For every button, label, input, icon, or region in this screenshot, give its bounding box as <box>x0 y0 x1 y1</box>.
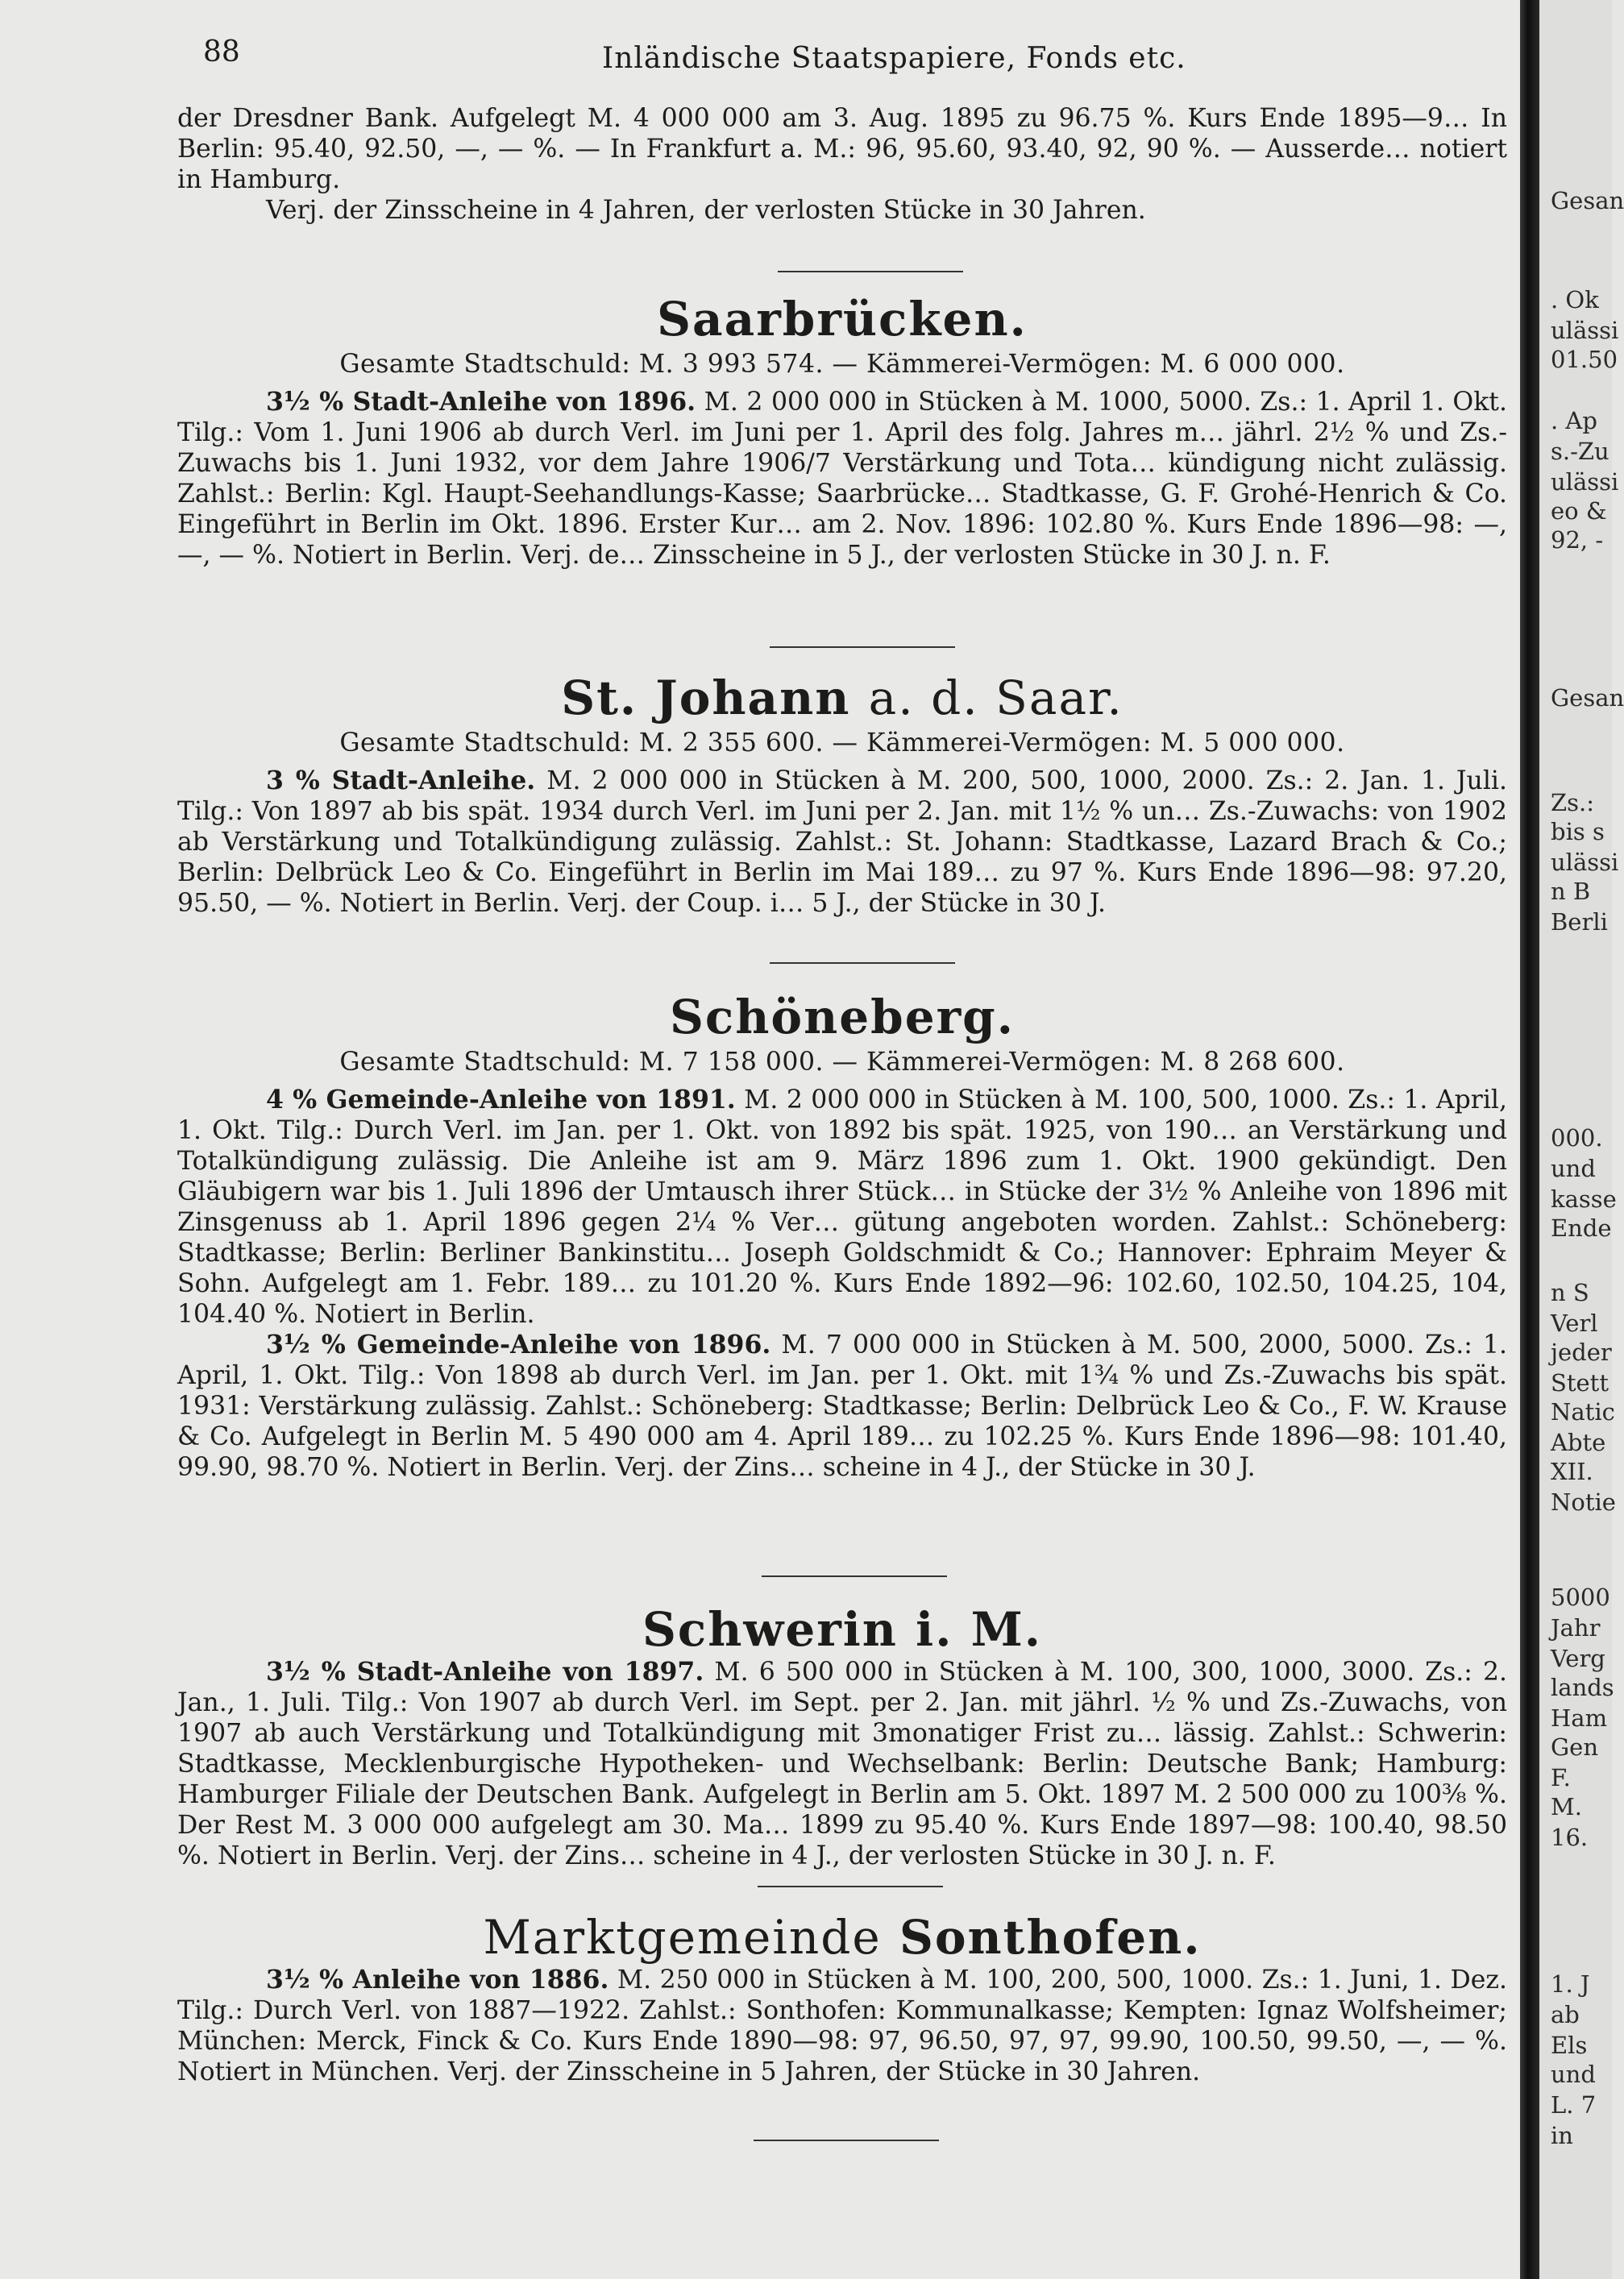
fragment-text: 92, - <box>1551 526 1604 554</box>
section-schoeneberg <box>177 990 1507 1483</box>
fragment-text: bis s <box>1551 818 1605 845</box>
fragment-text: Verl <box>1551 1310 1598 1337</box>
page-number: 88 <box>203 35 240 68</box>
fragment-text: Stett <box>1551 1369 1609 1397</box>
fragment-text: M. <box>1551 1793 1582 1820</box>
fragment-text: in <box>1551 2122 1573 2149</box>
section-title <box>177 1910 1507 1965</box>
bond-text: M. 6 500 000 in Stücken à M. 100, 300, 1000, 3000. Zs.: 2. Jan., 1. Juli. Tilg.: Von 1907 ab durch Verl. im Sept. per 2. Jan. mit jährl. ½ % und Zs.-Zuwachs, von 1907 ab auch Verstärkung und Totalkündigung mit 3monatiger Frist zu… lässig. Zahlst.: Schwerin: Stadtkasse, Mecklenburgische Hypotheken- und Wechselbank: Berlin: Deutsche Bank; Hamburg: Hamburger Filiale der Deutschen Bank. Aufgelegt in Berlin am 5. Okt. 1897 M. 2 500 000 zu 100⅜ %. Der Rest M. 3 000 000 aufgelegt am 30. Ma… 1899 zu 95.40 %. Kurs Ende 1897—98: 100.40, 98.50 %. Notiert in Berlin. Verj. der Zins… scheine in 4 J., der verlosten Stücke in 30 J. n. F. <box>177 1658 1508 1870</box>
fragment-text: und <box>1551 2061 1596 2088</box>
section-divider <box>754 2140 939 2141</box>
fragment-text: L. 7 <box>1551 2091 1597 2119</box>
bond-entry <box>177 1330 1507 1483</box>
fragment-text: 16. <box>1551 1824 1589 1851</box>
bond-title: 3½ % Gemeinde-Anleihe von 1896. <box>266 1330 771 1360</box>
bond-entry <box>177 1085 1507 1330</box>
bond-title: 4 % Gemeinde-Anleihe von 1891. <box>266 1085 736 1115</box>
section-title: Schöneberg. <box>670 990 1015 1044</box>
section-saarbruecken <box>177 292 1507 571</box>
fragment-text: Abte <box>1551 1429 1606 1456</box>
fragment-text: und <box>1551 1155 1596 1182</box>
fragment-text: . Ok <box>1551 286 1599 313</box>
fragment-text: n S <box>1551 1279 1589 1306</box>
bond-text: M. 2 000 000 in Stücken à M. 100, 500, 1000. Zs.: 1. April, 1. Okt. Tilg.: Durch Verl. im Jan. per 1. Okt. von 1892 bis spät. 1925, von 190… an Verstärkung und Totalkündigung zulässig. Die Anleihe ist am 9. März 1896 zum 1. Okt. 1900 gekündigt. Den Gläubigern war bis 1. Juli 1896 der Umtausch ihrer Stück… in Stücke der 3½ % Anleihe von 1896 mit Zinsgenuss ab 1. April 1896 gegen 2¼ % Ver… gütung angeboten worden. Zahlst.: Schöneberg: Stadtkasse; Berlin: Berliner Bankinstitu… Joseph Goldschmidt & Co.; Hannover: Ephraim Meyer & Sohn. Aufgelegt am 1. Febr. 189… zu 101.20 %. Kurs Ende 1892—96: 102.60, 102.50, 104.25, 104, 104.40 %. Notiert in Berlin. <box>177 1086 1507 1329</box>
fragment-text: Verg <box>1551 1645 1605 1672</box>
fragment-text: . Ap <box>1551 407 1597 434</box>
section-title-main: Sonthofen. <box>899 1910 1202 1965</box>
fragment-text: Gesan <box>1551 684 1624 712</box>
fragment-text: F. <box>1551 1764 1571 1791</box>
bond-entry <box>177 766 1507 919</box>
fragment-text: 5000 <box>1551 1584 1610 1611</box>
section-divider <box>778 271 963 272</box>
fragment-text: Jahr <box>1551 1614 1601 1642</box>
adjacent-page-edge <box>1539 0 1624 2279</box>
section-title: Saarbrücken. <box>657 292 1028 347</box>
debt-summary: Gesamte Stadtschuld: M. 3 993 574. — Kämmerei-Vermögen: M. 6 000 000. <box>339 350 1345 379</box>
section-divider <box>758 1886 943 1887</box>
book-spine <box>1520 0 1539 2279</box>
fragment-text: kasse <box>1551 1185 1617 1213</box>
section-title-suffix: a. d. Saar. <box>868 670 1124 725</box>
section-st-johann <box>177 670 1507 919</box>
intro-paragraph: der Dresdner Bank. Aufgelegt M. 4 000 000 am 3. Aug. 1895 zu 96.75 %. Kurs Ende 1895—9… In Berlin: 95.40, 92.50, —, — %. — In Frankfurt a. M.: 96, 95.60, 93.40, 92, 90 %. — Ausserde… notiert in Hamburg. <box>177 104 1507 194</box>
fragment-text: eo & <box>1551 497 1607 525</box>
bond-entry <box>177 1657 1507 1871</box>
bond-entry <box>177 1965 1507 2087</box>
fragment-text: Zs.: <box>1551 789 1595 816</box>
fragment-text: n B <box>1551 878 1591 905</box>
fragment-text: 1. J <box>1551 1970 1590 1998</box>
fragment-text: Ham <box>1551 1704 1608 1732</box>
section-title: Schwerin i. M. <box>642 1602 1042 1657</box>
fragment-text: Els <box>1551 2032 1588 2059</box>
fragment-text: ab <box>1551 2001 1580 2028</box>
debt-summary: Gesamte Stadtschuld: M. 2 355 600. — Kämmerei-Vermögen: M. 5 000 000. <box>339 729 1345 758</box>
bond-entry <box>177 387 1507 571</box>
section-divider <box>770 646 955 648</box>
fragment-text: Notie <box>1551 1488 1616 1516</box>
section-title-main: St. Johann <box>561 670 851 725</box>
bond-title: 3½ % Stadt-Anleihe von 1897. <box>266 1657 704 1687</box>
fragment-text: ulässi <box>1551 468 1619 496</box>
section-sonthofen <box>177 1910 1507 2087</box>
running-title: Inländische Staatspapiere, Fonds etc. <box>602 42 1186 75</box>
intro-block <box>177 103 1507 226</box>
fragment-text: XII. <box>1551 1458 1593 1485</box>
fragment-text: Natic <box>1551 1398 1615 1426</box>
section-title <box>177 670 1507 725</box>
fragment-text: lands <box>1551 1674 1614 1701</box>
bond-text: M. 7 000 000 in Stücken à M. 500, 2000, 5000. Zs.: 1. April, 1. Okt. Tilg.: Von 1898 ab durch Verl. im Jan. per 1. Okt. mit 1¾ % und Zs.-Zuwachs bis spät. 1931: Verstärkung zulässig. Zahlst.: Schöneberg: Stadtkasse; Berlin: Delbrück Leo & Co., F. W. Krause & Co. Aufgelegt in Berlin M. 5 490 000 am 4. April 189… zu 102.25 %. Kurs Ende 1896—98: 101.40, 99.90, 98.70 %. Notiert in Berlin. Verj. der Zins… scheine in 4 J., der Stücke in 30 J. <box>177 1330 1507 1482</box>
fragment-text: Ende <box>1551 1214 1612 1242</box>
fragment-text: 000. <box>1551 1124 1603 1152</box>
fragment-text: Gen <box>1551 1733 1599 1761</box>
fragment-text: ulässi <box>1551 849 1619 876</box>
bond-text: M. 2 000 000 in Stücken à M. 200, 500, 1000, 2000. Zs.: 2. Jan. 1. Juli. Tilg.: Von 1897 ab bis spät. 1934 durch Verl. im Juni per 2. Jan. mit 1½ % un… Zs.-Zuwachs: von 1902 ab Verstärkung und Totalkündigung zulässig. Zahlst.: St. Johann: Stadtkasse, Lazard Brach & Co.; Berlin: Delbrück Leo & Co. Eingeführt in Berlin im Mai 189… zu 97 %. Kurs Ende 1896—98: 97.20, 95.50, — %. Notiert in Berlin. Verj. der Coup. i… 5 J., der Stücke in 30 J. <box>177 766 1508 918</box>
debt-summary: Gesamte Stadtschuld: M. 7 158 000. — Kämmerei-Vermögen: M. 8 268 600. <box>339 1048 1345 1077</box>
fragment-text: jeder <box>1551 1339 1612 1366</box>
bond-title: 3 % Stadt-Anleihe. <box>266 766 536 795</box>
fragment-text: s.-Zu <box>1551 438 1609 465</box>
fragment-text: ulässi <box>1551 317 1619 344</box>
bond-text: M. 250 000 in Stücken à M. 100, 200, 500, 1000. Zs.: 1. Juni, 1. Dez. Tilg.: Durch Verl. von 1887—1922. Zahlst.: Sonthofen: Kommunalkasse; Kempten: Ignaz Wolfsheimer; München: Merck, Finck & Co. Kurs Ende 1890—98: 97, 96.50, 97, 97, 99.90, 100.50, 99.50, —, — %. Notiert in München. Verj. der Zinsscheine in 5 Jahren, der Stücke in 30 Jahren. <box>177 1966 1508 2086</box>
fragment-text: 01.50 <box>1551 346 1618 373</box>
bond-title: 3½ % Stadt-Anleihe von 1896. <box>266 387 696 417</box>
section-divider <box>762 1575 947 1577</box>
bond-text: M. 2 000 000 in Stücken à M. 1000, 5000. Zs.: 1. April 1. Okt. Tilg.: Vom 1. Juni 1906 ab durch Verl. im Juni per 1. April des folg. Jahres m… jährl. 2½ % und Zs.-Zuwachs bis 1. Juni 1932, vor dem Jahre 1906/7 Verstärkung und Tota… kündigung nicht zulässig. Zahlst.: Berlin: Kgl. Haupt-Seehandlungs-Kasse; Saarbrücke… Stadtkasse, G. F. Grohé-Henrich & Co. Eingeführt in Berlin im Okt. 1896. Erster Kur… am 2. Nov. 1896: 102.80 %. Kurs Ende 1896—98: —, —, — %. Notiert in Berlin. Verj. de… Zinsscheine in 5 J., der verlosten Stücke in 30 J. n. F. <box>177 388 1507 570</box>
section-schwerin <box>177 1602 1507 1871</box>
section-divider <box>770 962 955 964</box>
bond-title: 3½ % Anleihe von 1886. <box>266 1965 609 1995</box>
intro-statute-line: Verj. der Zinsscheine in 4 Jahren, der verlosten Stücke in 30 Jahren. <box>266 196 1146 225</box>
section-title-prefix: Marktgemeinde <box>483 1910 882 1965</box>
fragment-text: Gesan <box>1551 187 1624 214</box>
fragment-text: Berli <box>1551 908 1608 936</box>
